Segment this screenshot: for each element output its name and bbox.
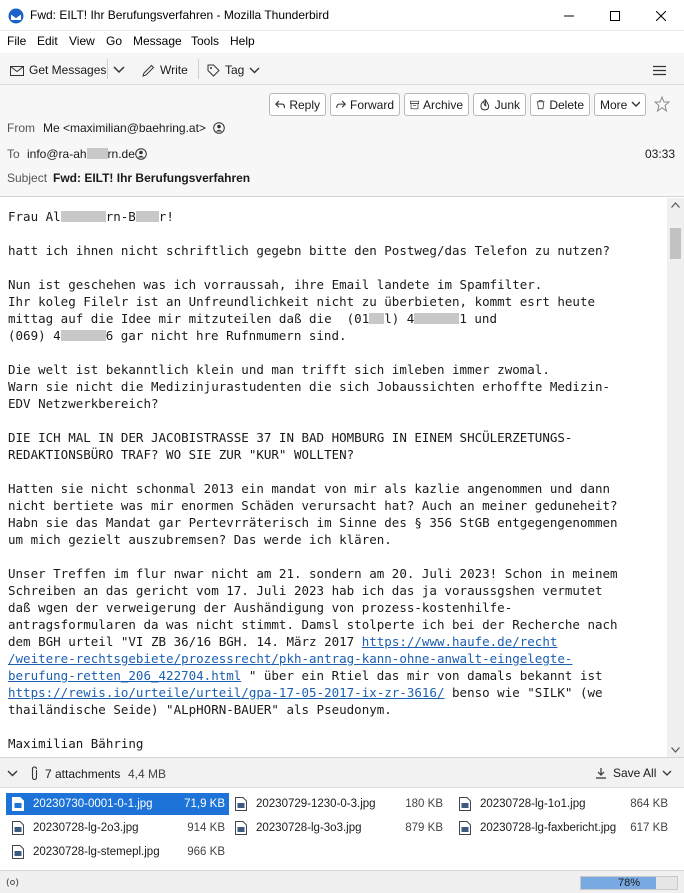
- body-scrollbar[interactable]: [667, 198, 684, 757]
- redaction: [61, 211, 106, 222]
- chevron-down-icon: [249, 67, 260, 74]
- attachment-size: 879 KB: [405, 822, 443, 834]
- reply-icon: [275, 99, 285, 110]
- menu-edit[interactable]: Edit: [37, 34, 58, 48]
- image-file-icon: [12, 821, 24, 835]
- envelope-download-icon: [10, 64, 24, 76]
- attachment-item[interactable]: [453, 817, 672, 839]
- get-messages-label: Get Messages: [29, 63, 107, 77]
- get-messages-button[interactable]: [10, 60, 106, 80]
- forward-label: Forward: [349, 97, 394, 112]
- write-label: Write: [160, 63, 188, 77]
- save-all-label: Save All: [613, 766, 657, 780]
- maximize-icon: [610, 11, 620, 21]
- tag-label: Tag: [225, 63, 245, 77]
- attachment-size: 914 KB: [187, 822, 225, 834]
- forward-icon: [336, 99, 346, 110]
- chevron-down-icon: [662, 770, 672, 777]
- paragraph-part: benso wie "SILK" (we thailändische Seide) "ALpHORN-BAUER" als Pseudonym.: [8, 685, 603, 717]
- write-button[interactable]: [142, 60, 188, 80]
- subject-value: Fwd: EILT! Ihr Berufungsverfahren: [53, 171, 251, 185]
- attachment-name: 20230728-lg-2o3.jpg: [33, 822, 139, 834]
- window-title: Fwd: EILT! Ihr Berufungsverfahren - Mozilla Thunderbird: [30, 8, 330, 22]
- paragraph-part: Nun ist geschehen was ich vorraussah, ihre Email landete im Spamfilter. Ihr koleg Filelr ist an Unfreundlichkeit nicht zu überbieten, kommt esrt heute mittag auf die Idee mir mitzuteilen daß die (01: [8, 277, 595, 326]
- attachment-name: 20230728-lg-faxbericht.jpg: [480, 822, 617, 834]
- attachment-list: [0, 788, 684, 870]
- attachment-name: 20230728-lg-1o1.jpg: [480, 798, 586, 810]
- message-time: 03:33: [645, 147, 676, 161]
- attachment-item[interactable]: [6, 817, 229, 839]
- contact-icon[interactable]: [135, 148, 147, 160]
- attachment-item[interactable]: [6, 841, 229, 863]
- scroll-down-icon[interactable]: [671, 747, 680, 753]
- salutation-part: r!: [158, 209, 174, 224]
- menu-view[interactable]: View: [69, 34, 95, 48]
- paragraph-part: 6 gar nicht hre Rufnmumern sind.: [105, 328, 347, 343]
- signature: Maximilian Bähring: [8, 736, 144, 751]
- minimize-button[interactable]: [546, 0, 592, 31]
- to-value-start: info@ra-ah: [27, 147, 87, 161]
- scrollbar-thumb[interactable]: [670, 228, 681, 259]
- close-button[interactable]: [638, 0, 684, 31]
- archive-icon: [410, 99, 419, 111]
- junk-label: Junk: [494, 97, 520, 112]
- attachment-size: 864 KB: [630, 798, 668, 810]
- activity-icon[interactable]: [6, 876, 19, 889]
- toolbar-separator: [198, 59, 199, 79]
- message-body: [0, 198, 667, 757]
- archive-button[interactable]: [404, 93, 469, 116]
- minimize-icon: [564, 11, 574, 21]
- status-bar: [0, 870, 684, 893]
- paragraph-4: DIE ICH MAL IN DER JACOBISTRASSE 37 IN BAD HOMBURG IN EINEM SHCÜLERZETUNGS- REDAKTIONSBÜRO TRAF? WO SIE ZUR "KUR" WOLLTEN?: [8, 430, 573, 462]
- paragraph-5: Hatten sie nicht schonmal 2013 ein mandat von mir als kazlie angenommen und dann nicht bertiete was mir enormen Schäden verursacht hat? Auch an meiner geduneheit? Habn sie das Mandat gar Pertevrräterisch im Sinne des § 356 StGB entgegengenommen um mich gezielt auszubremsen? Das werde ich klären.: [8, 481, 618, 547]
- paragraph-part: " über ein Rtiel das mir von damals bekannt ist: [248, 668, 603, 683]
- contact-icon[interactable]: [213, 122, 225, 134]
- app-menu-button[interactable]: [653, 60, 666, 80]
- attachment-item[interactable]: [229, 793, 447, 815]
- message-header: [0, 85, 684, 197]
- delete-label: Delete: [549, 97, 584, 112]
- menu-file[interactable]: File: [7, 34, 27, 48]
- attachment-item[interactable]: [229, 817, 447, 839]
- trash-icon: [536, 98, 545, 111]
- zoom-indicator[interactable]: [580, 876, 678, 890]
- paragraph-3: Die welt ist bekanntlich klein und man trifft sich imleben immer zwomal. Warn sie nicht die Medizinjurastudenten die sich Jobaussichten erhoffte Medizin- EDV Netzwerkbereich?: [8, 362, 611, 411]
- menu-message[interactable]: Message: [133, 34, 182, 48]
- menu-bar: [0, 31, 684, 53]
- attachment-size: 71,9 KB: [184, 798, 225, 810]
- image-file-icon: [459, 797, 471, 811]
- attachment-item[interactable]: [453, 793, 672, 815]
- thunderbird-icon: [8, 8, 24, 24]
- image-file-icon: [12, 845, 24, 859]
- delete-button[interactable]: [530, 93, 590, 116]
- subject-label: Subject: [7, 171, 48, 185]
- attachment-size: 617 KB: [630, 822, 668, 834]
- tag-icon: [207, 64, 220, 77]
- chevron-down-icon[interactable]: [7, 770, 18, 777]
- attachment-name: 20230728-lg-stemepl.jpg: [33, 846, 160, 858]
- to-value-end: rn.de: [107, 147, 135, 161]
- paperclip-icon: [30, 766, 39, 781]
- scroll-up-icon[interactable]: [671, 202, 680, 208]
- salutation-part: Frau Al: [8, 209, 61, 224]
- get-messages-dropdown[interactable]: [113, 60, 125, 80]
- reply-label: Reply: [289, 97, 320, 112]
- close-icon: [656, 11, 666, 21]
- chevron-down-icon: [631, 101, 640, 108]
- menu-go[interactable]: Go: [106, 34, 123, 48]
- image-file-icon: [235, 797, 247, 811]
- attachment-name: 20230728-lg-3o3.jpg: [256, 822, 362, 834]
- paragraph-6: [8, 566, 618, 717]
- paragraph-part: Unser Treffen im flur nwar nicht am 21. sondern am 20. Juli 2023! Schon in meinem Schreiben an das gericht vom 17. Juli 2023 hab ich das ja voraussgshen vermutet daß wgen der verweigerung der Aushändigung von prozess-kostenhilfe- antragsformularen da was nicht stimmt. Damsl stolperte ich bei der Recherche nach dem BGH urteil "VI ZB 36/16 BGH. 14. März 2017: [8, 566, 618, 649]
- to-value[interactable]: [27, 147, 135, 161]
- redaction: [61, 330, 106, 341]
- attachment-size: 966 KB: [187, 846, 225, 858]
- salutation: [8, 209, 174, 224]
- rewis-link[interactable]: https://rewis.io/urteile/urteil/gpa-17-05-2017-ix-zr-3616/: [8, 685, 445, 700]
- maximize-button[interactable]: [592, 0, 638, 31]
- zoom-text: 78%: [617, 877, 641, 889]
- image-file-icon: [12, 797, 24, 811]
- attachment-bar[interactable]: [0, 757, 684, 788]
- redaction: [369, 313, 384, 324]
- forward-button[interactable]: [330, 93, 400, 116]
- main-toolbar: [0, 53, 684, 85]
- tag-button[interactable]: [207, 60, 260, 80]
- paragraph-2: [8, 277, 595, 343]
- more-label: More: [600, 97, 628, 112]
- image-file-icon: [459, 821, 471, 835]
- salutation-part: rn-B: [105, 209, 136, 224]
- attachment-count: 7 attachments: [45, 767, 121, 781]
- from-label: From: [7, 121, 35, 135]
- hamburger-menu-icon: [653, 65, 666, 76]
- image-file-icon: [235, 821, 247, 835]
- message-text: [8, 208, 663, 752]
- menu-help[interactable]: Help: [230, 34, 255, 48]
- attachment-name: 20230729-1230-0-3.jpg: [256, 798, 376, 810]
- chevron-down-icon: [113, 66, 125, 74]
- archive-label: Archive: [422, 97, 463, 112]
- paragraph-1: hatt ich ihnen nicht schriftlich gegebn bitte den Postweg/das Telefon zu nutzen?: [8, 243, 611, 258]
- redaction: [414, 313, 459, 324]
- haufe-link[interactable]: https://www.haufe.de/recht /weitere-rechtsgebiete/prozessrecht/pkh-antrag-kann-ohne-anwalt-eingelegte- berufung-retten_206_422704.html: [8, 634, 573, 683]
- menu-tools[interactable]: Tools: [191, 34, 220, 48]
- to-label: To: [7, 147, 20, 161]
- redaction: [136, 211, 159, 222]
- download-icon: [595, 767, 607, 779]
- attachment-name: 20230730-0001-0-1.jpg: [33, 798, 153, 810]
- attachment-size: 180 KB: [405, 798, 443, 810]
- junk-button[interactable]: [473, 93, 526, 116]
- attachment-total-size: 4,4 MB: [128, 767, 167, 781]
- paragraph-part: l) 4: [384, 311, 415, 326]
- paragraph-part: 1 und (069) 4: [8, 311, 497, 343]
- junk-flame-icon: [479, 98, 491, 111]
- pencil-icon: [142, 64, 155, 77]
- reply-button[interactable]: [269, 93, 326, 116]
- attachment-item[interactable]: [6, 793, 229, 815]
- star-icon[interactable]: [654, 96, 670, 112]
- redaction: [87, 148, 108, 159]
- from-value[interactable]: Me <maximilian@baehring.at>: [43, 121, 206, 135]
- more-button[interactable]: [594, 93, 646, 116]
- save-all-button[interactable]: [595, 766, 672, 780]
- title-bar: [0, 0, 684, 31]
- toolbar-separator: [107, 59, 108, 79]
